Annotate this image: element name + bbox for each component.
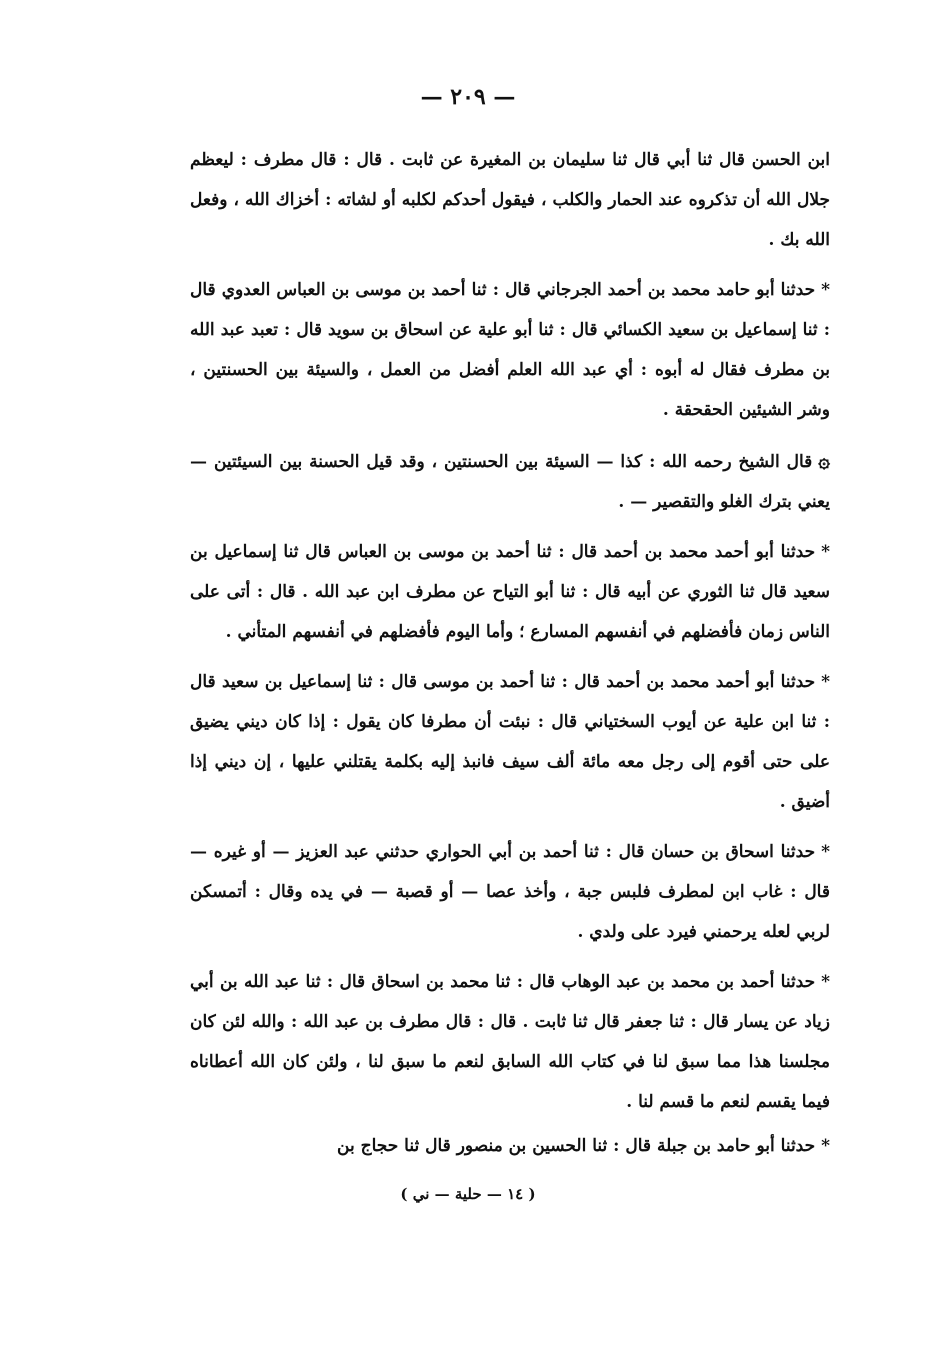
hadith-paragraph — [190, 270, 830, 430]
page-number: — ٢٠٩ — — [420, 84, 516, 110]
paragraph-text: حدثنا أحمد بن محمد بن عبد الوهاب قال : ثنا محمد بن اسحاق قال : ثنا عبد الله بن أبي زياد عن يسار قال : ثنا جعفر قال ثنا ثابت . قال : قال مطرف بن عبد الله : والله لئن كان مجلسنا هذا مما سبق لنا في كتاب الله السابق لنعم ما سبق لنا ، ولئن كان الله أعطاناه فيما يقسم لنعم ما قسم لنا . — [190, 972, 830, 1112]
paragraph-text: حدثنا أبو حامد بن جبلة قال : ثنا الحسين بن منصور قال ثنا حجاج بن — [337, 1136, 816, 1156]
asterisk-marker: * — [821, 672, 830, 692]
hadith-paragraph — [190, 1126, 830, 1166]
paragraph-text: حدثنا أبو أحمد محمد بن أحمد قال : ثنا أحمد بن موسى قال : ثنا إسماعيل بن سعيد قال : ثنا ابن علية عن أيوب السختياني قال : نبئت أن مطرفا كان يقول : إذا كان ديني يضيق على حتى أقوم إلى رجل معه مائة ألف سيف فانبذ إليه بكلمة يقتلني عليها ، إن ديني إذا أضيق . — [190, 672, 830, 812]
hadith-paragraph — [190, 832, 830, 952]
signature-footer: ( ١٤ — حلية — ني ) — [400, 1185, 536, 1203]
asterisk-marker: * — [821, 542, 830, 562]
asterisk-marker: * — [821, 1136, 830, 1156]
paragraph-text: قال الشيخ رحمه الله : كذا — السيئة بين الحسنتين ، وقد قيل الحسنة بين السيئتين — يعني بترك الغلو والتقصير — . — [190, 452, 830, 512]
paragraph-text: حدثنا أبو أحمد محمد بن أحمد قال : ثنا أحمد بن موسى بن العباس قال ثنا إسماعيل بن سعيد قال ثنا الثوري عن أبيه قال : ثنا أبو التياح عن مطرف ابن عبد الله . قال : أتى على الناس زمان فأفضلهم في أنفسهم المسارع ؛ وأما اليوم فأفضلهم في أنفسهم المتأني . — [190, 542, 830, 642]
hadith-paragraph — [190, 532, 830, 652]
asterisk-marker: * — [821, 972, 830, 992]
asterisk-marker: * — [821, 842, 830, 862]
asterisk-marker: * — [821, 280, 830, 300]
hadith-paragraph — [190, 962, 830, 1122]
paragraph-text: حدثنا أبو حامد محمد بن أحمد الجرجاني قال : ثنا أحمد بن موسى بن العباس العدوي قال : ثنا إسماعيل بن سعيد الكسائي قال : ثنا أبو علية عن اسحاق بن سويد قال : تعبد عبد الله بن مطرف فقال له أبوه : أي عبد الله العلم أفضل من العمل ، والسيئة بين الحسنتين ، وشر الشيئين الحقحقة . — [190, 280, 830, 420]
hadith-paragraph — [190, 662, 830, 822]
flower-ornament-icon: ۞ — [818, 448, 830, 472]
paragraph-text: حدثنا اسحاق بن حسان قال : ثنا أحمد بن أبي الحواري حدثني عبد العزيز — أو غيره — قال : غاب ابن لمطرف فلبس جبة ، وأخذ عصا — أو قصبة — في يده وقال : أتمسكن لربي لعله يرحمني فيرد على ولدي . — [190, 842, 830, 942]
body-text — [190, 140, 830, 1170]
commentary-paragraph — [190, 440, 830, 522]
paragraph — [190, 140, 830, 260]
paragraph-text: ابن الحسن قال ثنا أبي قال ثنا سليمان بن المغيرة عن ثابت . قال : قال مطرف : ليعظم جلال الله أن تذكروه عند الحمار والكلب ، فيقول أحدكم لكلبه أو لشاته : أخزاك الله ، وفعل الله بك . — [190, 150, 830, 250]
